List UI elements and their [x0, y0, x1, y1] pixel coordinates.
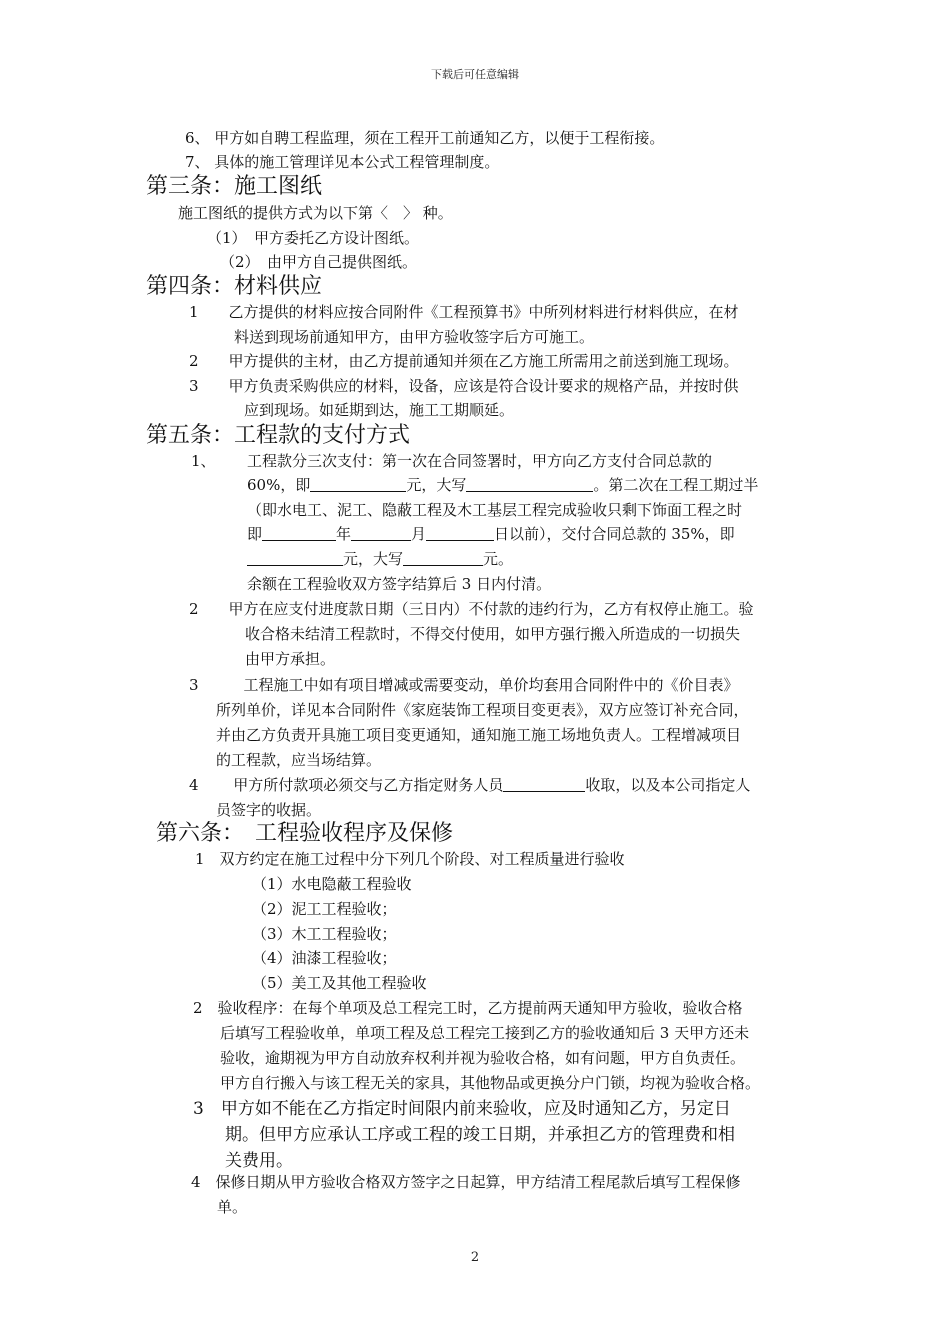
article-5-item-1-number: 1、 [191, 452, 216, 470]
page-number: 2 [470, 1250, 480, 1265]
first-payment-capital-blank[interactable] [466, 477, 593, 492]
article-4-item-2: 2 甲方提供的主材，由乙方提前通知并须在乙方施工所需用之前送到施工现场。 [189, 352, 739, 370]
capital-amount-label: 元，大写 [406, 476, 467, 494]
article-5-title: 第五条：工程款的支付方式 [146, 423, 411, 448]
article-6-item-2-cont: 后填写工程验收单，单项工程及总工程完工接到乙方的验收通知后 3 天甲方还未 [220, 1024, 750, 1042]
article-4-item-1-cont: 料送到现场前通知甲方，由甲方验收签字后方可施工。 [234, 328, 595, 346]
article-5-item-1-line-3: （即水电工、泥工、隐蔽工程及木工基层工程完成验收只剩下饰面工程之时 [247, 501, 743, 519]
article-3-intro: 施工图纸的提供方式为以下第〈 〉 种。 [178, 204, 453, 222]
article-5-item-2: 2 甲方在应支付进度款日期（三日内）不付款的违约行为，乙方有权停止施工。验 [189, 600, 754, 618]
year-blank[interactable] [262, 526, 336, 541]
second-payment-capital-blank[interactable] [403, 551, 483, 566]
inspection-stage-3: （3）木工工程验收； [252, 925, 397, 943]
inspection-stage-5: （5）美工及其他工程验收 [252, 974, 427, 992]
article-5-item-1-line-4 [247, 524, 735, 544]
inspection-stage-4: （4）油漆工程验收； [252, 949, 397, 967]
second-payment-text: 日以前），交付合同总款的 35%，即 [494, 525, 735, 543]
article-5-item-4 [189, 775, 750, 795]
second-payment-intro: 。第二次在工程工期过半 [593, 476, 759, 494]
article-6-item-2: 2 验收程序：在每个单项及总工程完工时，乙方提前两天通知甲方验收，验收合格 [193, 999, 743, 1017]
article-6-item-1: 1 双方约定在施工过程中分下列几个阶段、对工程质量进行验收 [195, 850, 625, 868]
clause-2-item-7: 7、 具体的施工管理详见本公式工程管理制度。 [185, 153, 500, 171]
article-5-item-1: 工程款分三次支付：第一次在合同签署时，甲方向乙方支付合同总款的 [247, 452, 713, 470]
article-6-item-3: 3 甲方如不能在乙方指定时间限内前来验收，应及时通知乙方，另定日 [193, 1099, 731, 1119]
clause-2-item-6: 6、 甲方如自聘工程监理，须在工程开工前通知乙方，以便于工程衔接。 [185, 129, 665, 147]
page-header: 下载后可任意编辑 [431, 68, 519, 81]
inspection-stage-2: （2）泥工工程验收； [252, 900, 397, 918]
month-label: 月 [411, 525, 427, 543]
yuan-label: 元。 [483, 550, 514, 568]
article-5-item-3-cont-2: 并由乙方负责开具施工项目变更通知，通知施工施工场地负责人。工程增减项目 [216, 726, 742, 744]
first-payment-label: 60%，即 [247, 476, 311, 494]
date-prefix: 即 [247, 525, 263, 543]
article-3-option-2: （2） 由甲方自己提供图纸。 [220, 253, 418, 271]
article-6-item-2-cont-2: 验收，逾期视为甲方自动放弃权利并视为验收合格，如有问题，甲方自负责任。 [220, 1049, 746, 1067]
second-payment-amount-blank[interactable] [247, 551, 343, 566]
article-3-option-1: （1） 甲方委托乙方设计图纸。 [207, 229, 420, 247]
article-3-title: 第三条：施工图纸 [146, 174, 323, 199]
receipt-text: 收取，以及本公司指定人 [585, 776, 751, 794]
finance-staff-blank[interactable] [503, 777, 585, 792]
article-5-item-2-cont: 收合格未结清工程款时，不得交付使用，如甲方强行搬入所造成的一切损失 [245, 625, 741, 643]
article-5-item-3-cont-3: 的工程款，应当场结算。 [216, 751, 382, 769]
year-label: 年 [336, 525, 352, 543]
article-5-item-1-line-6: 余额在工程验收双方签字结算后 3 日内付清。 [247, 575, 552, 593]
article-4-title: 第四条：材料供应 [146, 274, 323, 299]
first-payment-amount-blank[interactable] [310, 477, 406, 492]
article-4-item-3: 3 甲方负责采购供应的材料，设备，应该是符合设计要求的规格产品，并按时供 [189, 377, 739, 395]
article-4-item-3-cont: 应到现场。如延期到达，施工工期顺延。 [244, 401, 515, 419]
day-blank[interactable] [426, 526, 494, 541]
article-6-item-3-cont: 期。但甲方应承认工序或工程的竣工日期，并承担乙方的管理费和相 [225, 1125, 735, 1145]
article-6-item-2-cont-3: 甲方自行搬入与该工程无关的家具，其他物品或更换分户门锁，均视为验收合格。 [220, 1074, 761, 1092]
article-6-item-4: 4 保修日期从甲方验收合格双方签字之日起算，甲方结清工程尾款后填写工程保修 [191, 1173, 741, 1191]
article-6-title: 第六条： 工程验收程序及保修 [156, 821, 454, 846]
capital-amount-label-2: 元，大写 [343, 550, 404, 568]
article-5-item-2-cont-2: 由甲方承担。 [245, 650, 336, 668]
article-5-item-3: 3 工程施工中如有项目增减或需要变动，单价均套用合同附件中的《价目表》 [189, 676, 739, 694]
article-6-item-4-cont: 单。 [217, 1198, 248, 1216]
article-5-item-3-cont: 所列单价，详见本合同附件《家庭装饰工程项目变更表》，双方应签订补充合同， [216, 701, 749, 719]
month-blank[interactable] [351, 526, 411, 541]
article-5-item-4-cont: 员签字的收据。 [216, 801, 322, 819]
article-5-item-1-line-2 [247, 475, 758, 495]
finance-staff-label: 4 甲方所付款项必须交与乙方指定财务人员 [189, 776, 504, 794]
article-5-item-1-line-5 [247, 549, 513, 569]
article-4-item-1: 1 乙方提供的材料应按合同附件《工程预算书》中所列材料进行材料供应，在材 [189, 303, 739, 321]
article-6-item-3-cont-2: 关费用。 [225, 1151, 293, 1171]
inspection-stage-1: （1）水电隐蔽工程验收 [252, 875, 412, 893]
